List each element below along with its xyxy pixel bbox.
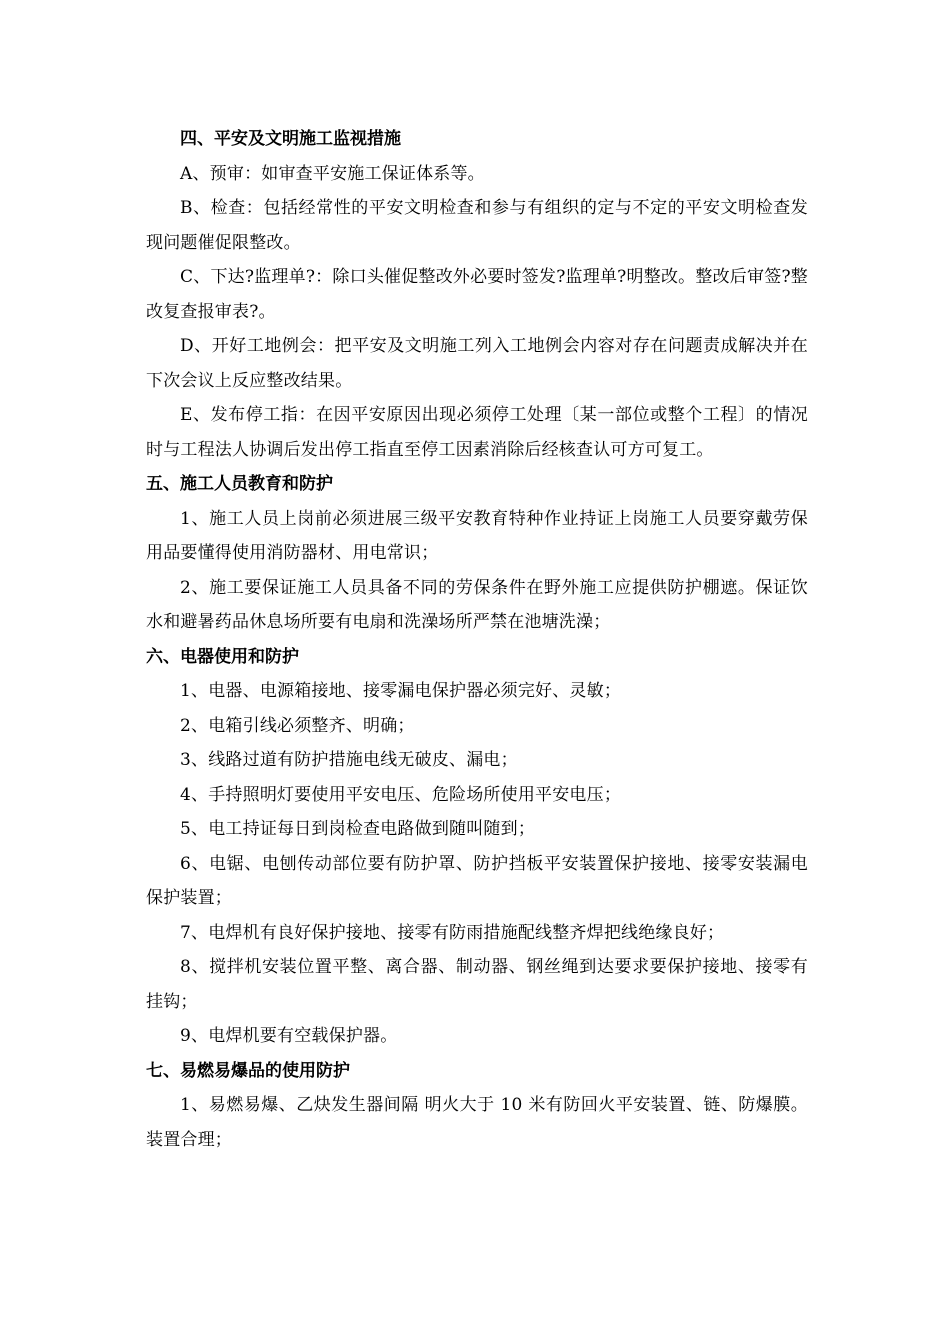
section-4 — [146, 122, 808, 467]
paragraph: 2、施工要保证施工人员具备不同的劳保条件在野外施工应提供防护棚遮。保证饮水和避暑药品休息场所要有电扇和洗澡场所严禁在池塘洗澡； — [146, 577, 808, 632]
section-5 — [146, 467, 808, 640]
paragraph: 8、搅拌机安装位置平整、离合器、制动器、钢丝绳到达要求要保护接地、接零有挂钩； — [146, 957, 808, 1012]
section-heading: 七、易燃易爆品的使用防护 — [146, 1060, 350, 1081]
paragraph: 2、电箱引线必须整齐、明确； — [180, 715, 415, 736]
section-heading: 四、平安及文明施工监视措施 — [180, 129, 401, 149]
section-7 — [146, 1054, 808, 1158]
paragraph: 7、电焊机有良好保护接地、接零有防雨措施配线整齐焊把线绝缘良好； — [180, 922, 725, 943]
paragraph: B、检查：包括经常性的平安文明检查和参与有组织的定与不定的平安文明检查发现问题催促限整改。 — [146, 198, 808, 253]
paragraph: 1、电器、电源箱接地、接零漏电保护器必须完好、灵敏； — [180, 681, 622, 701]
section-6 — [146, 640, 808, 1054]
paragraph: 1、施工人员上岗前必须进展三级平安教育特种作业持证上岗施工人员要穿戴劳保用品要懂得使用消防器材、用电常识； — [146, 508, 808, 563]
paragraph: E、发布停工指：在因平安原因出现必须停工处理〔某一部位或整个工程〕的情况时与工程法人协调后发出停工指直至停工因素消除后经核查认可方可复工。 — [146, 405, 808, 460]
paragraph: A、预审：如审查平安施工保证体系等。 — [180, 163, 485, 184]
paragraph: D、开好工地例会：把平安及文明施工列入工地例会内容对存在问题责成解决并在下次会议上反应整改结果。 — [146, 336, 808, 391]
paragraph: 1、易燃易爆、乙炔发生器间隔 明火大于 10 米有防回火平安装置、链、防爆膜。装置合理； — [146, 1095, 808, 1150]
section-heading: 六、电器使用和防护 — [146, 646, 299, 667]
section-heading: 五、施工人员教育和防护 — [146, 474, 333, 494]
paragraph: 5、电工持证每日到岗检查电路做到随叫随到； — [180, 819, 536, 839]
paragraph: C、下达?监理单?：除口头催促整改外必要时签发?监理单?明整改。整改后审签?整改复查报审表?。 — [146, 267, 808, 322]
paragraph: 3、线路过道有防护措施电线无破皮、漏电； — [180, 750, 518, 770]
document-page — [146, 122, 808, 1157]
paragraph: 6、电锯、电刨传动部位要有防护罩、防护挡板平安装置保护接地、接零安装漏电保护装置； — [146, 853, 808, 908]
paragraph: 4、手持照明灯要使用平安电压、危险场所使用平安电压； — [180, 784, 622, 805]
paragraph: 9、电焊机要有空载保护器。 — [180, 1026, 398, 1046]
